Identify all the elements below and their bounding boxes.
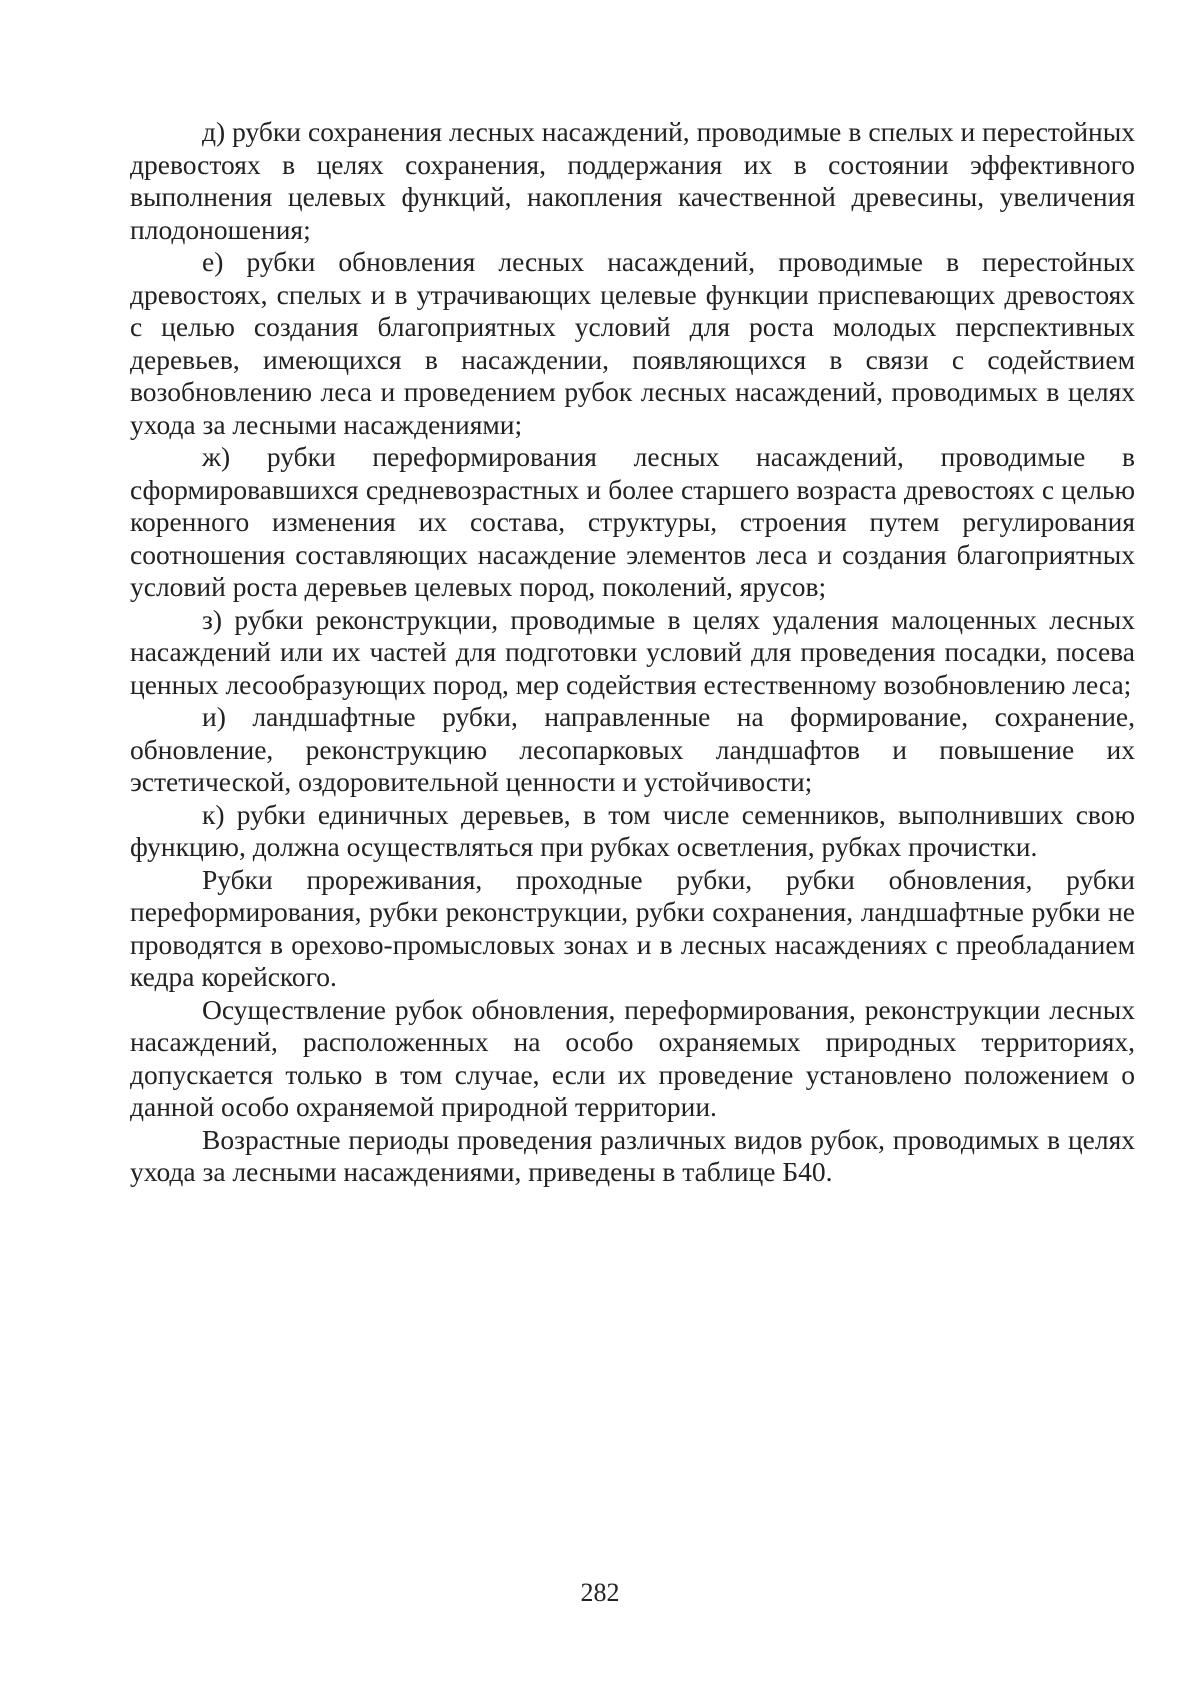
paragraph-item-e: е) рубки обновления лесных насаждений, проводимые в перестойных древостоях, спелых и в утрачивающих целевые функции приспевающих древостоях с целью создания благоприятных условий для роста молодых перспективных деревьев, имеющихся в насаждении, появляющихся в связи с содействием возобновлению леса и проведением рубок лесных насаждений, проводимых в целях ухода за лесными насаждениями; [130,246,1135,440]
paragraph-item-k: к) рубки единичных деревьев, в том числе семенников, выполнивших свою функцию, должна осуществляться при рубках осветления, рубках прочистки. [130,798,1135,862]
paragraph-restrictions: Рубки прореживания, проходные рубки, рубки обновления, рубки переформирования, рубки реконструкции, рубки сохранения, ландшафтные рубки не проводятся в орехово-промысловых зонах и в лесных насаждениях с преобладанием кедра корейского. [130,863,1135,992]
page-number: 282 [580,1578,620,1607]
paragraph-item-z: з) рубки реконструкции, проводимые в целях удаления малоценных лесных насаждений или их частей для подготовки условий для проведения посадки, посева ценных лесообразующих пород, мер содействия естественному возобновлению леса; [130,603,1135,700]
paragraph-protected-territories: Осуществление рубок обновления, переформирования, реконструкции лесных насаждений, расположенных на особо охраняемых природных территориях, допускается только в том случае, если их проведение установлено положением о данной особо охраняемой природной территории. [130,993,1135,1122]
paragraph-item-i: и) ландшафтные рубки, направленные на формирование, сохранение, обновление, реконструкцию лесопарковых ландшафтов и повышение их эстетической, оздоровительной ценности и устойчивости; [130,701,1135,797]
body-text [130,116,1135,1189]
paragraph-age-periods: Возрастные периоды проведения различных видов рубок, проводимых в целях ухода за лесными насаждениями, приведены в таблице Б40. [130,1123,1135,1187]
paragraph-item-d: д) рубки сохранения лесных насаждений, проводимые в спелых и перестойных древостоях в целях сохранения, поддержания их в состоянии эффективного выполнения целевых функций, накопления качественной древесины, увеличения плодоношения; [130,116,1135,245]
paragraph-item-zh: ж) рубки переформирования лесных насаждений, проводимые в сформировавшихся средневозрастных и более старшего возраста древостоях с целью коренного изменения их состава, структуры, строения путем регулирования соотношения составляющих насаждение элементов леса и создания благоприятных условий роста деревьев целевых пород, поколений, ярусов; [130,441,1135,602]
